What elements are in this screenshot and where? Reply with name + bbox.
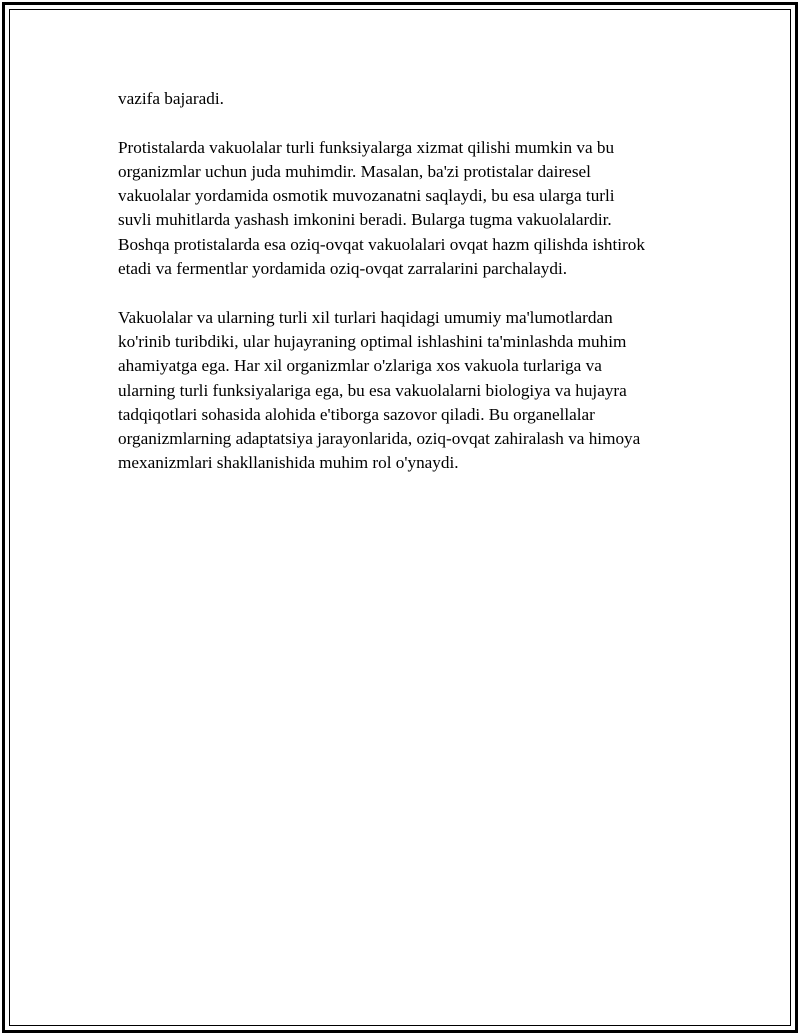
document-body: [118, 87, 703, 500]
paragraph-conclusion: Vakuolalar va ularning turli xil turlari haqidagi umumiy ma'lumotlardan ko'rinib turibdiki, ular hujayraning optimal ishlashini ta'minlashda muhim ahamiyatga ega. Har xil organizmlar o'zlariga xos vakuola turlariga va ularning turli funksiyalariga ega, bu esa vakuolalarni biologiya va hujayra tadqiqotlari sohasida alohida e'tiborga sazovor qiladi. Bu organellalar organizmlarning adaptatsiya jarayonlarida, oziq-ovqat zahiralash va himoya mexanizmlari shakllanishida muhim rol o'ynaydi.: [118, 307, 641, 473]
paragraph-protists-vacuoles: Protistalarda vakuolalar turli funksiyalarga xizmat qilishi mumkin va bu organizmlar uchun juda muhimdir. Masalan, ba'zi protistalar dairesel vakuolalar yordamida osmotik muvozanatni saqlaydi, bu esa ularga turli suvli muhitlarda yashash imkonini beradi. Bularga tugma vakuolalardir. Boshqa protistalarda esa oziq-ovqat vakuolalari ovqat hazm qilishda ishtirok etadi va fermentlar yordamida oziq-ovqat zarralarini parchalaydi.: [118, 137, 645, 279]
paragraph-continuation: vazifa bajaradi.: [118, 89, 224, 108]
